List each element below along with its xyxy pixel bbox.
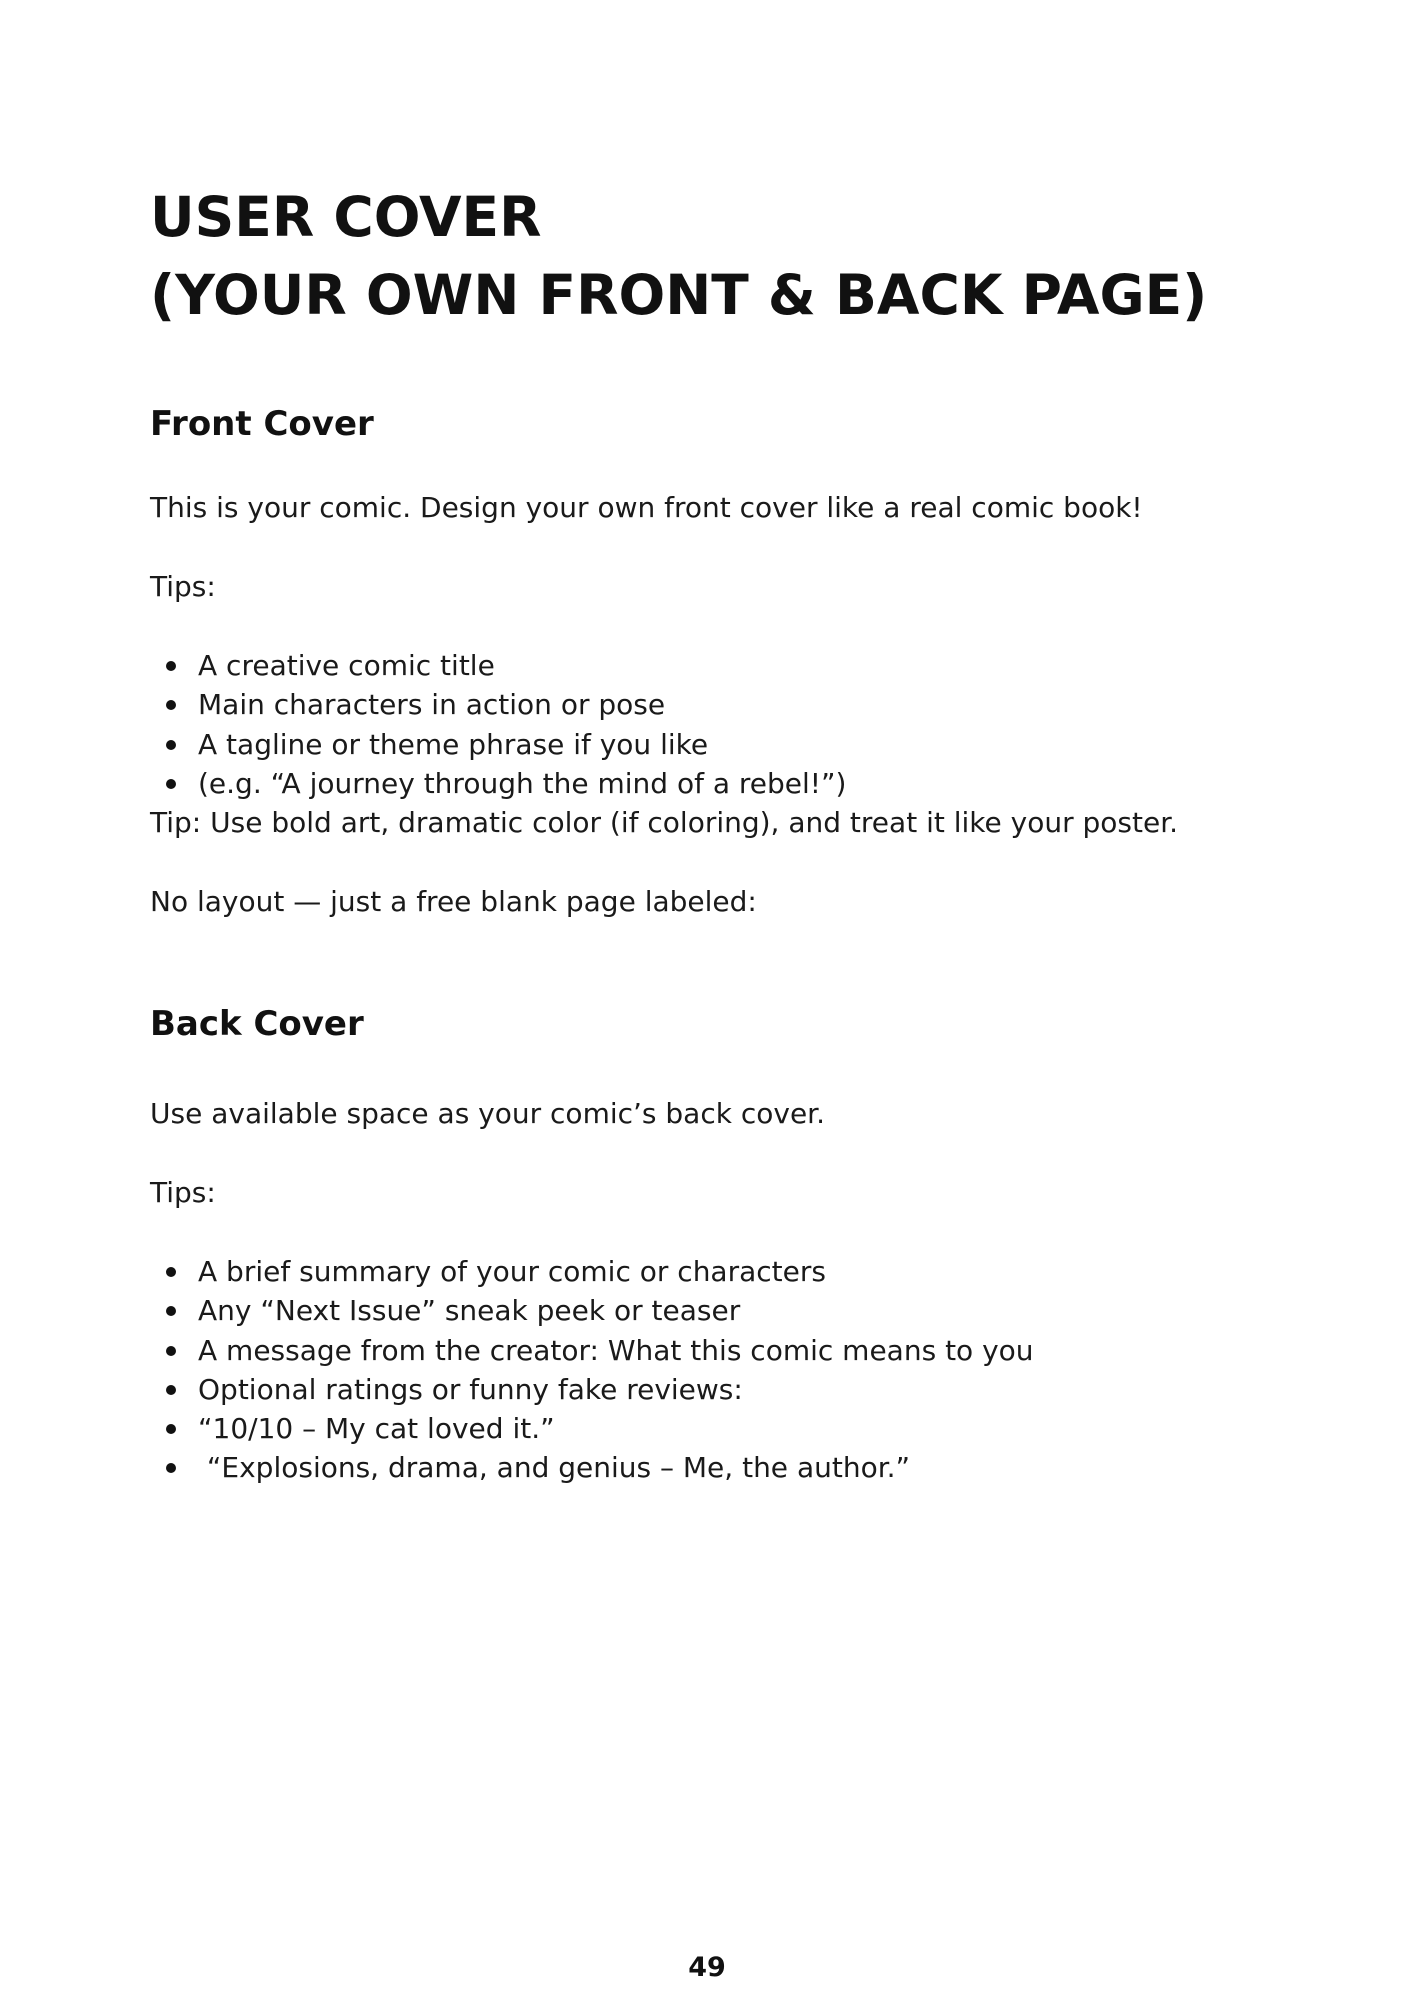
list-item-text: Optional ratings or funny fake reviews: <box>198 1372 743 1406</box>
front-cover-layout-note: No layout — just a free blank page labeled: <box>150 885 757 918</box>
bullet-icon <box>166 1306 176 1316</box>
page-number: 49 <box>688 1952 726 1983</box>
list-item <box>150 1370 1034 1409</box>
list-item <box>150 764 846 803</box>
list-item-text: “10/10 – My cat loved it.” <box>198 1412 555 1446</box>
bullet-icon <box>166 1385 176 1395</box>
list-item-text: A tagline or theme phrase if you like <box>198 727 709 761</box>
front-cover-tip-note: Tip: Use bold art, dramatic color (if coloring), and treat it like your poster. <box>150 806 1179 839</box>
front-cover-heading: Front Cover <box>150 404 374 444</box>
list-item <box>150 1291 1034 1330</box>
list-item-text: “Explosions, drama, and genius – Me, the author.” <box>198 1451 911 1485</box>
bullet-icon <box>166 1424 176 1434</box>
bullet-icon <box>166 1346 176 1356</box>
bullet-icon <box>166 700 176 710</box>
list-item <box>150 1409 1034 1448</box>
list-item <box>150 725 846 764</box>
page-title-line-1: USER COVER <box>150 185 542 249</box>
list-item <box>150 1252 1034 1291</box>
front-cover-tips-label: Tips: <box>150 570 216 603</box>
front-cover-tips-list <box>150 646 846 803</box>
back-cover-tips-label: Tips: <box>150 1176 216 1209</box>
front-cover-intro: This is your comic. Design your own front cover like a real comic book! <box>150 491 1143 524</box>
list-item-text: Any “Next Issue” sneak peek or teaser <box>198 1294 741 1328</box>
back-cover-heading: Back Cover <box>150 1004 364 1044</box>
list-item-text: A message from the creator: What this comic means to you <box>198 1333 1034 1367</box>
bullet-icon <box>166 661 176 671</box>
bullet-icon <box>166 1267 176 1277</box>
back-cover-intro: Use available space as your comic’s back cover. <box>150 1097 826 1130</box>
page-title-line-2: (YOUR OWN FRONT & BACK PAGE) <box>150 263 1208 327</box>
list-item <box>150 646 846 685</box>
list-item-text: Main characters in action or pose <box>198 688 666 722</box>
list-item-text: A brief summary of your comic or characters <box>198 1255 826 1288</box>
list-item-text: (e.g. “A journey through the mind of a rebel!”) <box>198 766 847 800</box>
bullet-icon <box>166 779 176 789</box>
page-title <box>150 178 1207 334</box>
back-cover-tips-list <box>150 1252 1034 1488</box>
bullet-icon <box>166 1463 176 1473</box>
list-item <box>150 1331 1034 1370</box>
list-item <box>150 685 846 724</box>
list-item-text: A creative comic title <box>198 649 495 682</box>
list-item <box>150 1448 1034 1487</box>
bullet-icon <box>166 740 176 750</box>
